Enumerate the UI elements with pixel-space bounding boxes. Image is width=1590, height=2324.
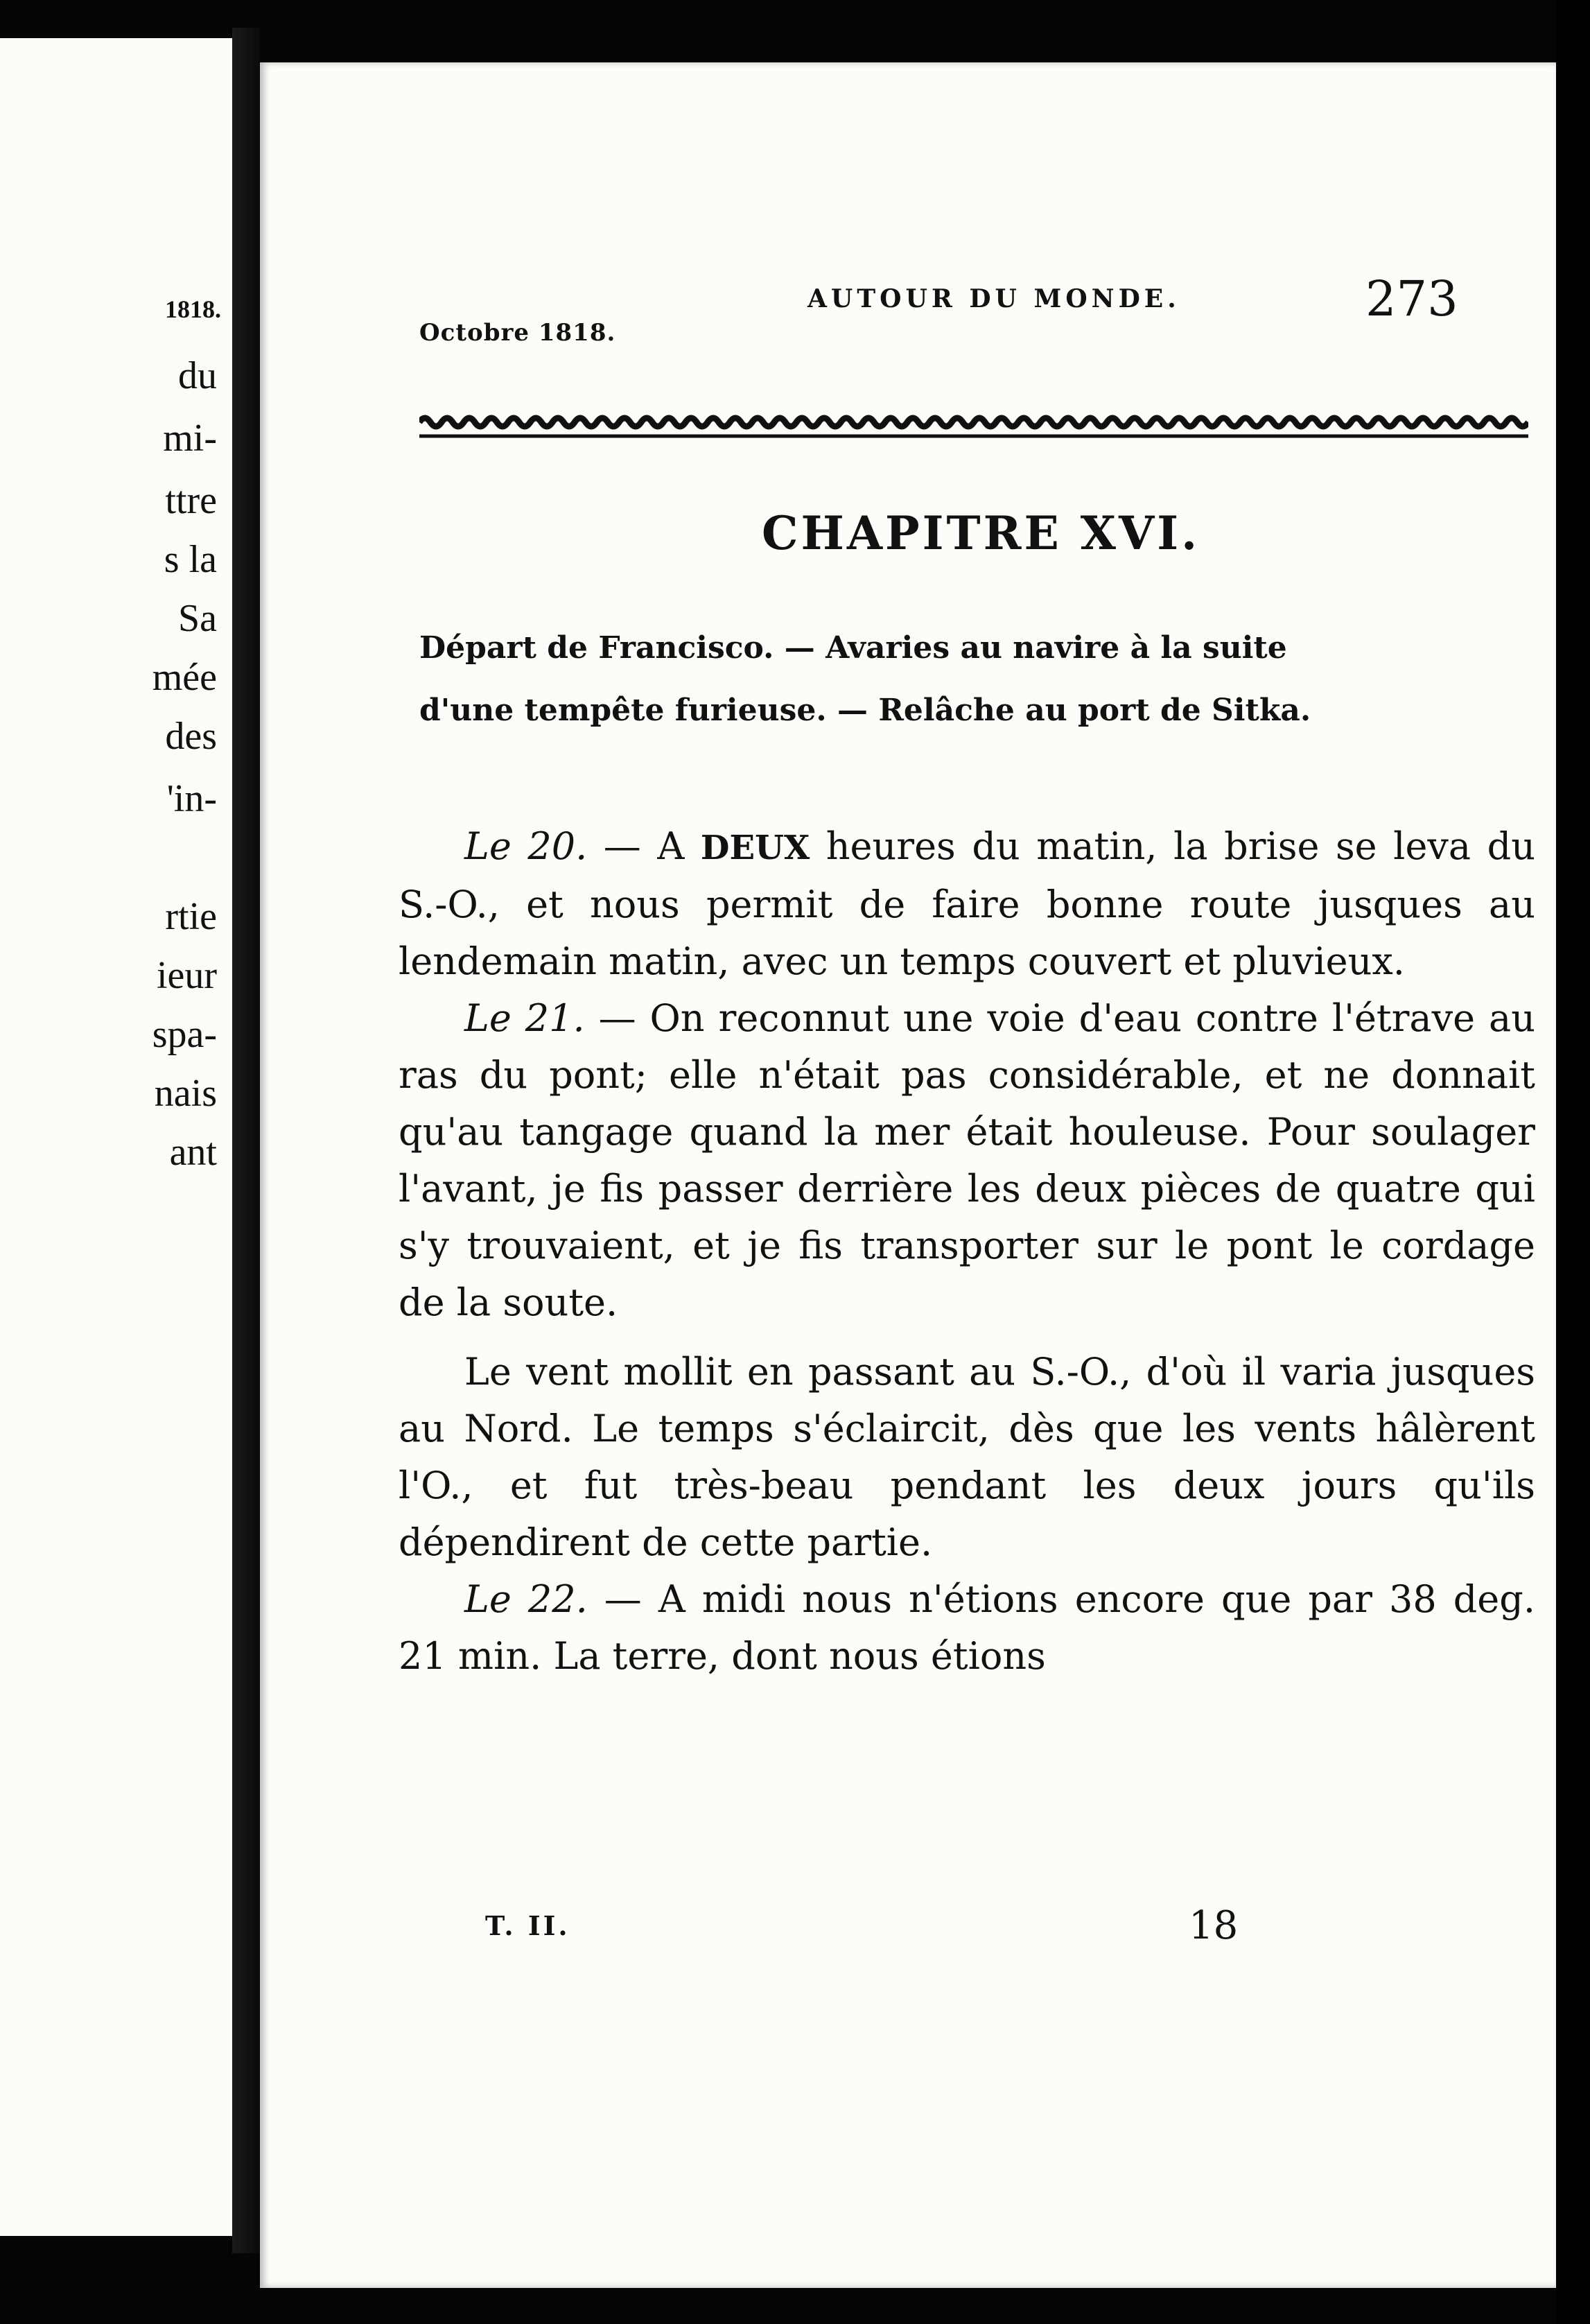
left-page-line: 1818. bbox=[165, 295, 221, 323]
left-page-line: des bbox=[165, 715, 217, 758]
paragraph-text: — A midi nous n'étions encore que par 38 deg. 21 min. La terre, dont nous étions bbox=[399, 1577, 1535, 1678]
left-page-line: rtie bbox=[165, 895, 217, 938]
left-page-line: spa- bbox=[152, 1013, 217, 1056]
running-title: AUTOUR DU MONDE. bbox=[807, 284, 1180, 313]
left-page-line: ttre bbox=[165, 479, 217, 522]
book-page bbox=[260, 62, 1556, 2288]
left-page-line: mi- bbox=[163, 417, 217, 460]
paragraph-text: Le vent mollit en passant au S.-O., d'où il varia jusques au Nord. Le temps s'éclaircit, dès que les vents hâlèrent l'O., et fut très-beau pendant les deux jours qu'ils dépendirent de cette partie. bbox=[399, 1350, 1535, 1564]
chapter-summary bbox=[419, 617, 1542, 742]
scan-edge bbox=[1556, 0, 1590, 2324]
previous-page-strip bbox=[0, 38, 234, 2236]
day-label: Le 22. bbox=[464, 1577, 588, 1621]
wavy-rule-divider bbox=[419, 413, 1528, 440]
page-number: 273 bbox=[1365, 270, 1458, 327]
day-label: Le 20. bbox=[464, 824, 588, 868]
small-caps-word: DEUX bbox=[700, 829, 810, 867]
left-page-line: nais bbox=[154, 1072, 217, 1115]
running-header bbox=[419, 270, 1459, 347]
dash-text: — A bbox=[587, 824, 701, 868]
paragraph-20 bbox=[399, 818, 1535, 990]
paragraph-21 bbox=[399, 990, 1535, 1331]
day-label: Le 21. bbox=[464, 996, 585, 1040]
chapter-title: CHAPITRE XVI. bbox=[761, 506, 1200, 560]
left-page-line: s la bbox=[164, 538, 217, 581]
left-page-line: du bbox=[178, 354, 217, 397]
book-gutter bbox=[232, 28, 260, 2253]
left-page-line: ant bbox=[169, 1131, 217, 1174]
left-page-line: mée bbox=[152, 656, 217, 699]
left-page-line: Sa bbox=[178, 597, 217, 640]
page-footer bbox=[419, 1903, 1528, 1966]
signature-number: 18 bbox=[1189, 1903, 1239, 1948]
chapter-summary-line-2: d'une tempête furieuse. — Relâche au port de Sitka. bbox=[419, 693, 1311, 728]
paragraph-wind bbox=[399, 1344, 1535, 1571]
chapter-summary-line-1: Départ de Francisco. — Avaries au navire à la suite bbox=[419, 630, 1287, 666]
left-page-line: ieur bbox=[156, 954, 217, 997]
volume-label: T. II. bbox=[485, 1910, 570, 1941]
left-page-line: 'in- bbox=[166, 777, 217, 820]
paragraph-text: — On reconnut une voie d'eau contre l'étrave au ras du pont; elle n'était pas considérable, et ne donnait qu'au tangage quand la mer était houleuse. Pour soulager l'avant, je fis passer derrière les deux pièces de quatre qui s'y trouvaient, et je fis transporter sur le pont le cordage de la soute. bbox=[399, 996, 1536, 1324]
paragraph-text: heures du matin, la brise se leva du S.-O., et nous permit de faire bonne route jusques au lendemain matin, avec un temps couvert et pluvieux. bbox=[399, 824, 1535, 983]
body-text bbox=[399, 818, 1535, 1685]
paragraph-22 bbox=[399, 1571, 1535, 1685]
date-label: Octobre 1818. bbox=[419, 319, 616, 347]
